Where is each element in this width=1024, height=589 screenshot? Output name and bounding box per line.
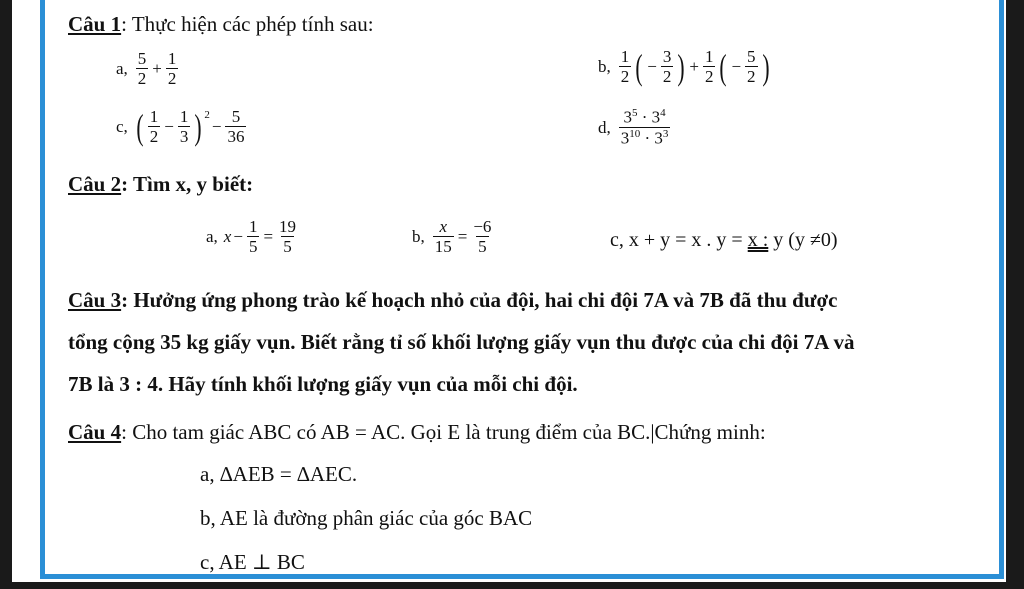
- fraction: $\frac{-6}{5}$: [473, 217, 492, 256]
- q2-heading: [68, 174, 253, 195]
- fraction: $\frac{1}{2}$: [704, 47, 714, 86]
- q1b-prefix: b,: [598, 57, 611, 76]
- fraction: $\frac{1}{2}$: [620, 47, 630, 86]
- q4b-item: b, AE là đường phân giác của góc BAC: [200, 506, 533, 530]
- q1a-expression: [116, 50, 180, 87]
- q1b-expression: b, $\frac{1}{2}$ ( − $\frac{3}{2}$ ) + $\frac{1}{2}$ ( − $\frac{5}{2}$ ): [598, 46, 770, 87]
- fraction: $\frac{3^5 \cdot 3^4}{3^{10} \cdot 3^3}$: [620, 107, 669, 148]
- q3-line2: tổng cộng 35 kg giấy vụn. Biết rằng tỉ số khối lượng giấy vụn thu được của chi đội 7A và: [68, 330, 855, 354]
- q1a-prefix: a,: [116, 59, 128, 78]
- q2a-expression: a, x − $\frac{1}{5}$ = $\frac{19}{5}$: [206, 217, 297, 256]
- q2b-expression: b, $\frac{x}{15}$ = $\frac{-6}{5}$: [412, 217, 492, 256]
- screen-edge-left: [0, 0, 12, 589]
- q1d-prefix: d,: [598, 117, 611, 137]
- fraction: $\frac{1}{5}$: [248, 217, 258, 256]
- q4-label: Câu 4: [68, 420, 122, 444]
- q2c-expression: c, x + y = x . y = x : y (y ≠0): [610, 229, 838, 251]
- fraction: $\frac{x}{15}$: [434, 217, 452, 256]
- fraction: $\frac{1}{3}$: [179, 107, 189, 146]
- fraction: $\frac{19}{5}$: [279, 217, 297, 256]
- q3-line1: Câu 3: Hưởng ứng phong trào kế hoạch nhỏ của đội, hai chi đội 7A và 7B đã thu được: [68, 288, 838, 312]
- q4-heading: Câu 4: Cho tam giác ABC có AB = AC. Gọi E là trung điểm của BC.|Chứng minh:: [68, 420, 766, 444]
- q2-title: : Tìm x, y biết:: [121, 172, 254, 196]
- fraction: $\frac{5}{2}$: [747, 47, 756, 86]
- screen-edge-right: [1006, 0, 1024, 589]
- fraction: $\frac{5}{36}$: [227, 107, 245, 146]
- q1-title: : Thực hiện các phép tính sau:: [121, 12, 374, 36]
- q3-label: Câu 3: [68, 288, 122, 312]
- q1d-expression: [598, 108, 672, 146]
- fraction: $\frac{3}{2}$: [662, 47, 672, 86]
- q4c-item: c, AE ⊥ BC: [200, 550, 305, 574]
- fraction: $\frac{5}{2}$: [137, 49, 147, 88]
- q1-label: Câu 1: [68, 12, 122, 36]
- q1-heading: [68, 14, 374, 35]
- fraction: $\frac{1}{2}$: [167, 49, 177, 88]
- q1c-prefix: c,: [116, 117, 128, 136]
- q4a-item: a, ∆AEB = ∆AEC.: [200, 462, 358, 486]
- q2-label: Câu 2: [68, 172, 122, 196]
- fraction: $\frac{1}{2}$: [149, 107, 159, 146]
- q1c-expression: c, ( $\frac{1}{2}$ − $\frac{1}{3}$ ) $^2$ − $\frac{5}{36}$: [116, 106, 245, 147]
- screen-edge-bottom: [0, 582, 1024, 589]
- operator: +: [152, 59, 162, 78]
- q3-line3: 7B là 3 : 4. Hãy tính khối lượng giấy vụn của mỗi chi đội.: [68, 372, 578, 396]
